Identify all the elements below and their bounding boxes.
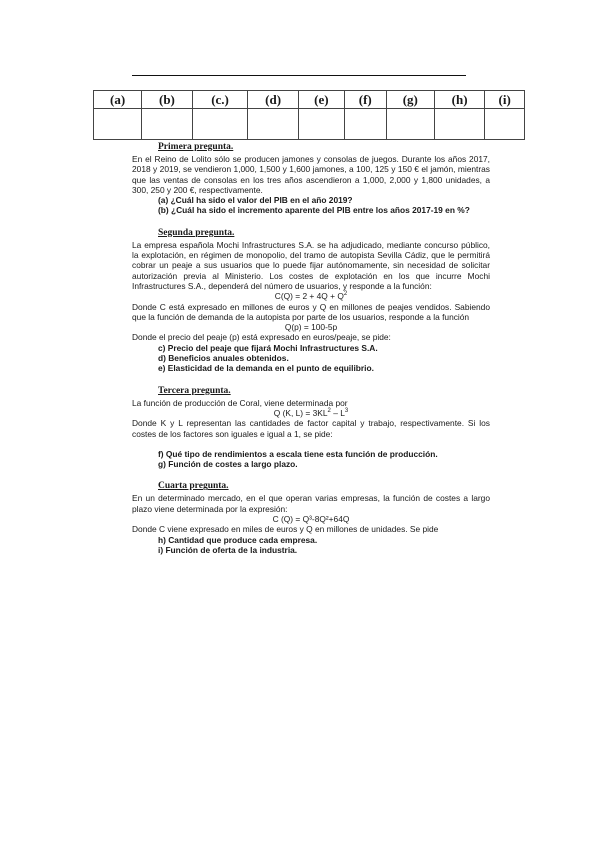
question-d: d) Beneficios anuales obtenidos. [158, 353, 289, 364]
answer-header-a: (a) [94, 91, 142, 109]
cost-function-formula [132, 291, 490, 301]
answer-header-b: (b) [142, 91, 192, 109]
answer-header-g: (g) [386, 91, 434, 109]
production-exponent-2: 3 [344, 408, 349, 415]
question-2-body-2: Donde C está expresado en millones de euros y Q en millones de peajes vendidos. Sabiendo que la función de demanda de la autopista por parte de los usuarios, responde a la función [132, 301, 490, 322]
question-3-title: Tercera pregunta. [158, 385, 231, 396]
demand-function-formula: Q(p) = 100-5p [284, 322, 338, 333]
question-4 [132, 481, 490, 555]
answer-cell-g[interactable] [386, 109, 434, 140]
question-4-title: Cuarta pregunta. [158, 481, 229, 492]
question-c: c) Precio del peaje que fijará Mochi Infrastructures S.A. [158, 342, 378, 353]
question-2-title: Segunda pregunta. [158, 227, 235, 238]
question-4-body-2: Donde C viene expresado en miles de euros y Q en millones de unidades. Se pide [132, 524, 439, 535]
question-1-title: Primera pregunta. [158, 142, 234, 152]
production-function-mid: – L [330, 407, 345, 418]
question-2-body-1: La empresa española Mochi Infrastructures S.A. se ha adjudicado, mediante concurso público, la explotación, en régimen de monopolio, del tramo de autopista Sevilla Cádiz, que le permitirá cobrar un peaje a sus usuarios que lo puede fijar autónomamente, sin necesidad de solicitar autorización previa al Ministerio. Los costes de explotación en los que incurre Mochi Infrastructures S.A., dependerá del número de usuarios, y responde a la función: [132, 239, 490, 291]
question-1-body: En el Reino de Lolito sólo se producen jamones y consolas de juegos. Durante los años 2017, 2018 y 2019, se vendieron 1,000, 1,500 y 1,600 jamones, a 100, 125 y 150 € el jamón, mientras que las ventas de consolas en los tres años ascendieron a 1,000, 2,000 y 1,800 unidades, a 300, 250 y 200 €, respectivamente. [132, 154, 490, 195]
exam-content [132, 142, 490, 567]
question-f: f) Qué tipo de rendimientos a escala tiene esta función de producción. [158, 448, 438, 459]
question-3 [132, 386, 490, 470]
long-run-cost-formula: C (Q) = Q³-8Q²+64Q [272, 514, 350, 525]
question-3-body-2: Donde K y L representan las cantidades de factor capital y trabajo, respectivamente. Si los costes de los factores son iguales e igual a 1, se pide: [132, 418, 490, 439]
question-2-body-3: Donde el precio del peaje (p) está expresado en euros/peaje, se pide: [132, 332, 391, 343]
cost-function-exponent: 2 [343, 291, 348, 298]
question-h: h) Cantidad que produce cada empresa. [158, 534, 318, 545]
production-exponent-1: 2 [327, 408, 331, 415]
name-line [132, 75, 466, 76]
production-function-formula [132, 408, 490, 418]
answer-header-c: (c.) [192, 91, 248, 109]
answer-table-header-row [94, 91, 525, 109]
question-3-body-1: La función de producción de Coral, viene determinada por [132, 397, 348, 408]
question-1 [132, 142, 490, 216]
answer-header-i: (i) [485, 91, 525, 109]
answer-cell-a[interactable] [94, 109, 142, 140]
question-i: i) Función de oferta de la industria. [158, 544, 298, 555]
question-a: (a) ¿Cuál ha sido el valor del PIB en el año 2019? [158, 195, 353, 206]
answer-header-f: (f) [344, 91, 386, 109]
answer-header-h: (h) [434, 91, 484, 109]
answer-cell-h[interactable] [434, 109, 484, 140]
cost-function-text: C(Q) = 2 + 4Q + Q [274, 291, 344, 302]
question-g: g) Función de costes a largo plazo. [158, 459, 298, 470]
answer-table-input-row [94, 109, 525, 140]
answer-header-d: (d) [248, 91, 298, 109]
question-b: (b) ¿Cuál ha sido el incremento aparente del PIB entre los años 2017-19 en %? [158, 205, 470, 216]
production-function-text: Q (K, L) = 3KL [273, 407, 328, 418]
answer-cell-d[interactable] [248, 109, 298, 140]
answer-cell-c[interactable] [192, 109, 248, 140]
answer-cell-b[interactable] [142, 109, 192, 140]
answer-table [93, 90, 525, 140]
question-2 [132, 228, 490, 374]
answer-header-e: (e) [298, 91, 344, 109]
spacer [132, 439, 490, 449]
question-4-body-1: En un determinado mercado, en el que operan varias empresas, la función de costes a largo plazo viene determinada por la expresión: [132, 493, 490, 514]
answer-cell-f[interactable] [344, 109, 386, 140]
answer-cell-e[interactable] [298, 109, 344, 140]
question-e: e) Elasticidad de la demanda en el punto de equilibrio. [158, 363, 374, 374]
answer-cell-i[interactable] [485, 109, 525, 140]
